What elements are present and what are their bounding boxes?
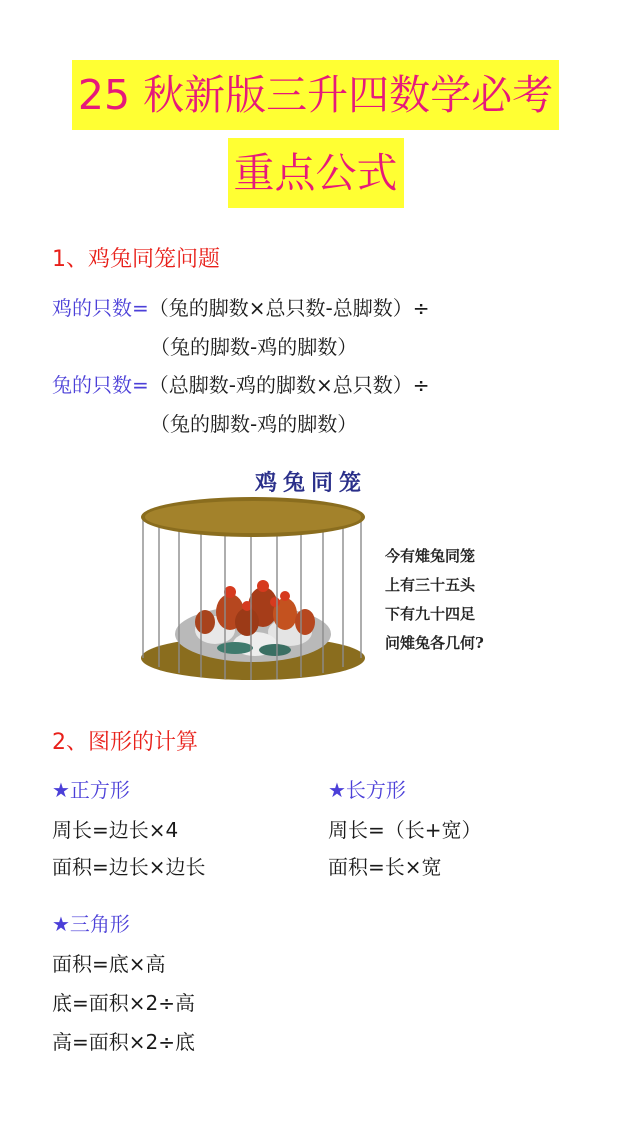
chicken-count-formula-cont: （兔的脚数-鸡的脚数）: [150, 335, 358, 359]
page-title-line-1: [0, 60, 631, 130]
section-heading-shapes: 2、图形的计算: [52, 730, 198, 755]
animals-cluster: [175, 580, 331, 662]
rabbit-count-formula: [52, 371, 430, 399]
rectangle-perimeter: 周长=（长+宽）: [328, 818, 482, 842]
triangle-base: 底=面积×2÷高: [52, 991, 195, 1015]
riddle-line-1: 今有雉兔同笼: [385, 547, 476, 565]
illustration-caption: 鸡兔同笼: [255, 470, 368, 496]
rabbit-count-expr-1: （总脚数-鸡的脚数×总只数）÷: [148, 373, 430, 397]
rectangle-heading: ★长方形: [328, 778, 406, 802]
riddle-line-2: 上有三十五头: [385, 576, 476, 594]
triangle-height: 高=面积×2÷底: [52, 1030, 195, 1054]
cage-lid-inner: [145, 501, 361, 533]
page-title-text-1: 25 秋新版三升四数学必考: [72, 60, 559, 130]
square-heading: ★正方形: [52, 778, 130, 802]
chicken-count-formula: [52, 294, 430, 322]
rectangle-area: 面积=长×宽: [328, 855, 442, 879]
triangle-heading: ★三角形: [52, 912, 130, 936]
chicken-count-expr-1: （兔的脚数×总只数-总脚数）÷: [148, 296, 430, 320]
rabbit-count-label: 兔的只数=: [52, 373, 149, 397]
page-title-line-2: [0, 138, 631, 208]
page-title-text-2: 重点公式: [228, 138, 404, 208]
rabbit-count-formula-cont: （兔的脚数-鸡的脚数）: [150, 412, 358, 436]
square-area: 面积=边长×边长: [52, 855, 206, 879]
square-perimeter: 周长=边长×4: [52, 818, 179, 842]
section-heading-chicken-rabbit: 1、鸡兔同笼问题: [52, 247, 220, 272]
riddle-line-3: 下有九十四足: [385, 605, 476, 623]
chicken-count-label: 鸡的只数=: [52, 296, 149, 320]
riddle-line-4: 问雉兔各几何?: [385, 634, 484, 652]
triangle-area: 面积=底×高: [52, 952, 166, 976]
